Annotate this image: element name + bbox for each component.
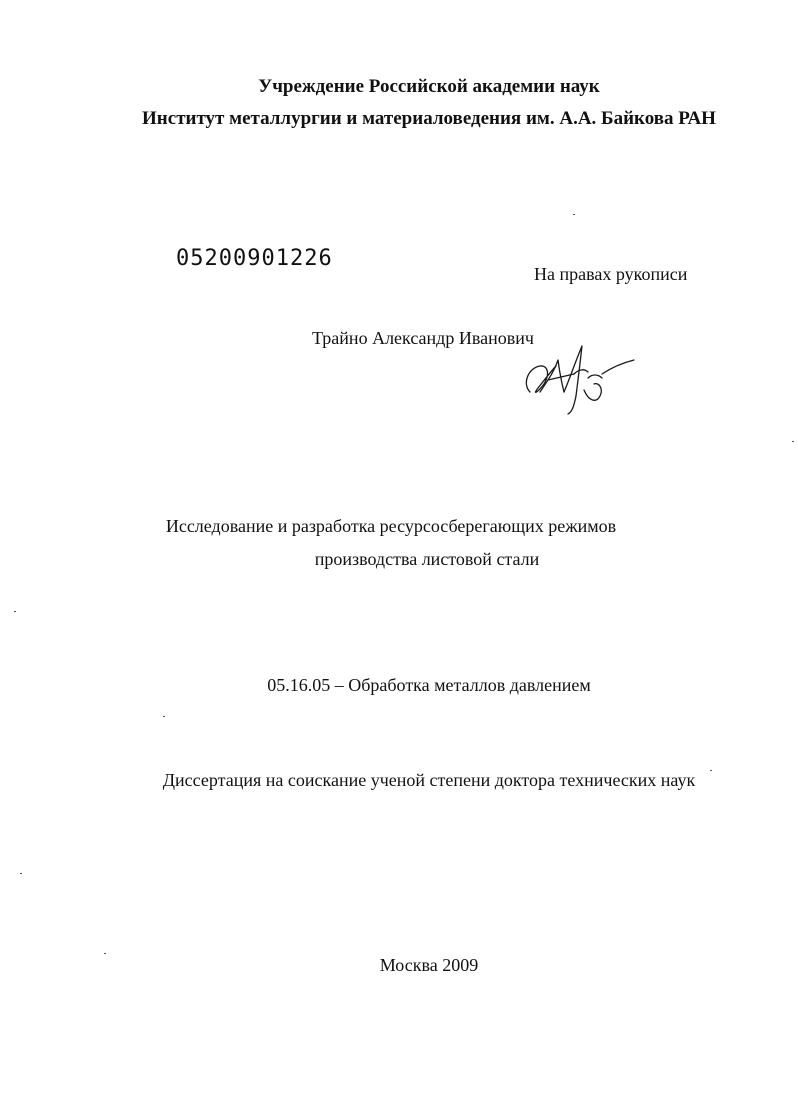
scan-speck [573, 214, 575, 215]
rights-note: На правах рукописи [534, 264, 688, 284]
scan-speck [14, 611, 16, 612]
scan-speck [104, 953, 106, 954]
signature-icon [518, 330, 648, 420]
author-name: Трайно Александр Иванович [312, 328, 534, 348]
dissertation-title-line-1: Исследование и разработка ресурсосберегающих режимов [165, 516, 617, 536]
institute-name: Институт металлургии и материаловедения им. А.А. Байкова РАН [142, 108, 716, 129]
institution-name: Учреждение Российской академии наук [258, 76, 600, 97]
dissertation-title-line-2: производства листовой стали [314, 549, 540, 569]
scan-speck [163, 716, 165, 717]
scan-speck [792, 441, 794, 442]
city-and-year: Москва 2009 [379, 955, 479, 975]
scan-speck [710, 770, 712, 771]
degree-statement: Диссертация на соискание ученой степени доктора технических наук [162, 770, 696, 790]
scan-speck [20, 873, 22, 874]
specialty-code: 05.16.05 – Обработка металлов давлением [267, 675, 591, 695]
document-number: 05200901226 [176, 246, 333, 271]
